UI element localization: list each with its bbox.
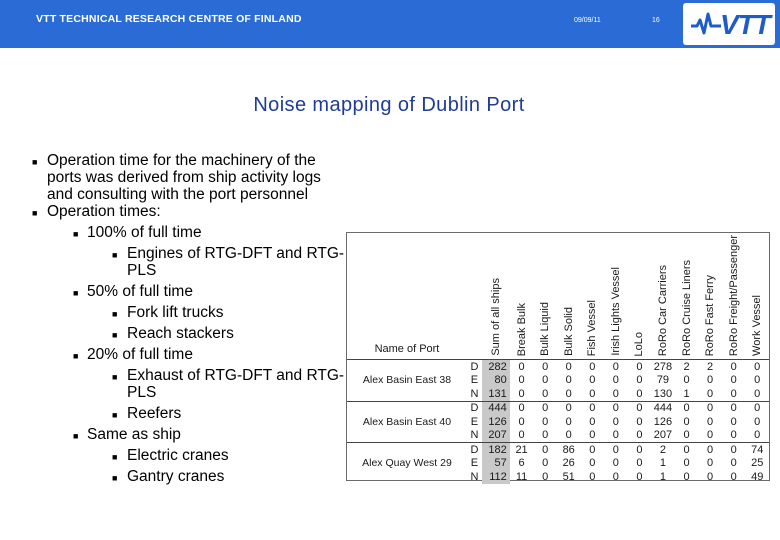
- bullet-level-3: [32, 367, 347, 401]
- bullet-text: 20% of full time: [87, 346, 193, 363]
- value-cell: 0: [628, 401, 652, 415]
- bullet-level-3: [32, 325, 347, 342]
- value-cell: 49: [751, 470, 764, 483]
- value-cell: 0: [565, 429, 572, 442]
- table-row: [347, 401, 769, 415]
- bullet-marker-icon: ■: [112, 410, 118, 420]
- value-cell: 0: [730, 415, 737, 428]
- sum-cell: 131: [482, 387, 510, 401]
- bullet-marker-icon: ■: [112, 452, 118, 462]
- column-header: Irish Lights Vessel: [604, 233, 628, 360]
- value-cell: 0: [754, 387, 761, 400]
- bullet-level-2: [32, 283, 347, 300]
- bullet-text: Reefers: [127, 405, 182, 422]
- value-cell: 51: [562, 470, 575, 483]
- ports-table: [347, 233, 769, 484]
- bullet-marker-icon: ■: [73, 431, 79, 441]
- value-cell: 0: [707, 387, 714, 400]
- value-cell: 11: [515, 470, 528, 483]
- column-header: Fish Vessel: [580, 233, 604, 360]
- period-code: N: [470, 387, 479, 400]
- value-cell: 0: [730, 470, 737, 483]
- bullet-level-3: [32, 405, 347, 422]
- value-cell: 0: [683, 374, 690, 387]
- bullet-level-2: [32, 346, 347, 363]
- bullet-text: Exhaust of RTG-DFT and RTG-PLS: [127, 367, 345, 401]
- value-cell: 0: [636, 457, 643, 470]
- table-row: [347, 443, 769, 457]
- logo-text: VTT: [720, 9, 770, 40]
- bullet-marker-icon: ■: [112, 309, 118, 319]
- bullet-text: Reach stackers: [127, 325, 234, 342]
- bullet-text: Same as ship: [87, 426, 181, 443]
- column-header: RoRo Car Carriers: [651, 233, 675, 360]
- period-code: N: [470, 429, 479, 442]
- bullet-marker-icon: ■: [112, 473, 118, 483]
- column-header: Break Bulk: [510, 233, 534, 360]
- value-cell: 0: [730, 360, 737, 373]
- value-cell: 0: [565, 415, 572, 428]
- value-cell: 0: [754, 360, 761, 373]
- value-cell: 278: [653, 360, 673, 373]
- bullet-text: Operation times:: [47, 203, 161, 220]
- bullet-marker-icon: ■: [112, 330, 118, 340]
- column-header: Bulk Liquid: [533, 233, 557, 360]
- organization-name: VTT TECHNICAL RESEARCH CENTRE OF FINLAND: [36, 13, 302, 25]
- value-cell: 0: [533, 401, 557, 415]
- bullet-marker-icon: ■: [73, 288, 79, 298]
- value-cell: 0: [698, 401, 722, 415]
- bullet-text: 100% of full time: [87, 224, 202, 241]
- value-cell: 0: [542, 429, 549, 442]
- value-cell: 0: [707, 470, 714, 483]
- slide-date: 09/09/11: [574, 17, 601, 24]
- value-cell: 0: [636, 429, 643, 442]
- value-cell: 0: [683, 415, 690, 428]
- value-cell: 0: [612, 374, 619, 387]
- bullet-marker-icon: ■: [32, 208, 38, 218]
- value-cell: 207: [653, 429, 673, 442]
- period-code: D: [467, 443, 482, 457]
- value-cell: 0: [589, 360, 596, 373]
- value-cell: 86: [557, 443, 581, 457]
- bullet-level-3: [32, 245, 347, 279]
- value-cell: 0: [542, 470, 549, 483]
- value-cell: 0: [510, 401, 534, 415]
- column-header: Work Vessel: [745, 233, 769, 360]
- bullet-text: 50% of full time: [87, 283, 193, 300]
- value-cell: 0: [636, 470, 643, 483]
- value-cell: 0: [745, 401, 769, 415]
- sum-cell: 207: [482, 429, 510, 443]
- value-cell: 0: [565, 374, 572, 387]
- period-code: D: [470, 360, 479, 373]
- value-cell: 0: [542, 387, 549, 400]
- bullet-level-1: [32, 203, 347, 220]
- value-cell: 0: [604, 401, 628, 415]
- value-cell: 0: [707, 429, 714, 442]
- bullet-text: Operation time for the machinery of the ports was derived from ship activity logs and consulting with the port personnel: [47, 152, 321, 203]
- value-cell: 26: [562, 457, 575, 470]
- value-cell: 0: [754, 429, 761, 442]
- column-header: Bulk Solid: [557, 233, 581, 360]
- value-cell: 2: [707, 360, 714, 373]
- value-cell: 0: [730, 429, 737, 442]
- port-operations-table: [346, 232, 770, 481]
- column-header: RoRo Freight/Passenger: [722, 233, 746, 360]
- value-cell: 0: [518, 360, 525, 373]
- value-cell: 0: [589, 415, 596, 428]
- value-cell: 0: [636, 374, 643, 387]
- value-cell: 6: [518, 457, 525, 470]
- value-cell: 0: [612, 429, 619, 442]
- value-cell: 1: [659, 470, 666, 483]
- value-cell: 0: [533, 443, 557, 457]
- value-cell: 0: [628, 443, 652, 457]
- value-cell: 0: [683, 457, 690, 470]
- port-name: Alex Basin East 38: [362, 374, 452, 387]
- vtt-logo: [683, 3, 775, 45]
- value-cell: 0: [604, 443, 628, 457]
- code-header: [467, 233, 482, 360]
- value-cell: 0: [707, 374, 714, 387]
- value-cell: 0: [683, 429, 690, 442]
- name-of-port-header: Name of Port: [347, 233, 467, 360]
- value-cell: 0: [683, 470, 690, 483]
- period-code: E: [470, 457, 479, 470]
- value-cell: 2: [683, 360, 690, 373]
- value-cell: 0: [636, 387, 643, 400]
- value-cell: 0: [754, 415, 761, 428]
- value-cell: 21: [510, 443, 534, 457]
- value-cell: 0: [612, 387, 619, 400]
- bullet-level-3: [32, 304, 347, 321]
- sum-cell: 80: [482, 374, 510, 388]
- column-header: RoRo Cruise Liners: [675, 233, 699, 360]
- value-cell: 0: [565, 387, 572, 400]
- value-cell: 0: [542, 457, 549, 470]
- value-cell: 0: [730, 387, 737, 400]
- bullet-text: Fork lift trucks: [127, 304, 224, 321]
- value-cell: 0: [754, 374, 761, 387]
- value-cell: 0: [518, 387, 525, 400]
- column-header: Sum of all ships: [482, 233, 510, 360]
- value-cell: 1: [683, 387, 690, 400]
- value-cell: 0: [557, 401, 581, 415]
- bullet-marker-icon: ■: [32, 157, 38, 167]
- bullet-text: Electric cranes: [127, 447, 229, 464]
- value-cell: 0: [612, 360, 619, 373]
- column-header: RoRo Fast Ferry: [698, 233, 722, 360]
- value-cell: 0: [542, 360, 549, 373]
- sum-cell: 182: [482, 443, 510, 457]
- value-cell: 0: [542, 374, 549, 387]
- period-code: E: [470, 415, 479, 428]
- value-cell: 2: [651, 443, 675, 457]
- header-bar: [0, 0, 780, 48]
- value-cell: 0: [589, 387, 596, 400]
- bullet-marker-icon: ■: [73, 351, 79, 361]
- value-cell: 444: [651, 401, 675, 415]
- value-cell: 0: [707, 415, 714, 428]
- sum-cell: 112: [482, 470, 510, 484]
- value-cell: 0: [580, 443, 604, 457]
- bullet-marker-icon: ■: [112, 372, 118, 382]
- bullet-list: [32, 152, 347, 485]
- value-cell: 0: [675, 443, 699, 457]
- value-cell: 0: [589, 457, 596, 470]
- port-name: Alex Basin East 40: [347, 401, 467, 443]
- value-cell: 0: [675, 401, 699, 415]
- page-number: 16: [652, 17, 660, 24]
- sum-cell: 444: [482, 401, 510, 415]
- value-cell: 0: [589, 374, 596, 387]
- value-cell: 0: [580, 401, 604, 415]
- bullet-level-2: [32, 426, 347, 443]
- value-cell: 130: [653, 387, 673, 400]
- value-cell: 0: [698, 443, 722, 457]
- value-cell: 0: [612, 415, 619, 428]
- sum-cell: 57: [482, 457, 510, 471]
- value-cell: 0: [589, 470, 596, 483]
- bullet-level-3: [32, 447, 347, 464]
- value-cell: 1: [659, 457, 666, 470]
- value-cell: 0: [565, 360, 572, 373]
- value-cell: 0: [612, 457, 619, 470]
- logo-mark-icon: [689, 9, 723, 39]
- table-row: [347, 360, 769, 374]
- value-cell: 0: [518, 374, 525, 387]
- value-cell: 0: [518, 415, 525, 428]
- bullet-text: Gantry cranes: [127, 468, 225, 485]
- bullet-level-2: [32, 224, 347, 241]
- port-name: Alex Quay West 29: [347, 443, 467, 484]
- value-cell: 0: [542, 415, 549, 428]
- value-cell: 0: [730, 374, 737, 387]
- value-cell: 0: [612, 470, 619, 483]
- value-cell: 0: [518, 429, 525, 442]
- value-cell: 0: [722, 401, 746, 415]
- value-cell: 79: [656, 374, 670, 387]
- value-cell: 0: [636, 415, 643, 428]
- period-code: N: [470, 470, 479, 483]
- value-cell: 0: [589, 429, 596, 442]
- value-cell: 0: [730, 457, 737, 470]
- bullet-text: Engines of RTG-DFT and RTG-PLS: [127, 245, 345, 279]
- period-code: E: [470, 374, 479, 387]
- value-cell: 126: [653, 415, 673, 428]
- value-cell: 0: [707, 457, 714, 470]
- slide-title: Noise mapping of Dublin Port: [253, 94, 525, 116]
- value-cell: 0: [722, 443, 746, 457]
- column-header: LoLo: [628, 233, 652, 360]
- bullet-level-1: [32, 152, 347, 203]
- bullet-level-3: [32, 468, 347, 485]
- value-cell: 0: [636, 360, 643, 373]
- value-cell: 74: [745, 443, 769, 457]
- value-cell: 25: [751, 457, 764, 470]
- bullet-marker-icon: ■: [73, 229, 79, 239]
- sum-cell: 282: [482, 360, 510, 374]
- period-code: D: [467, 401, 482, 415]
- bullet-marker-icon: ■: [112, 250, 118, 260]
- sum-cell: 126: [482, 415, 510, 429]
